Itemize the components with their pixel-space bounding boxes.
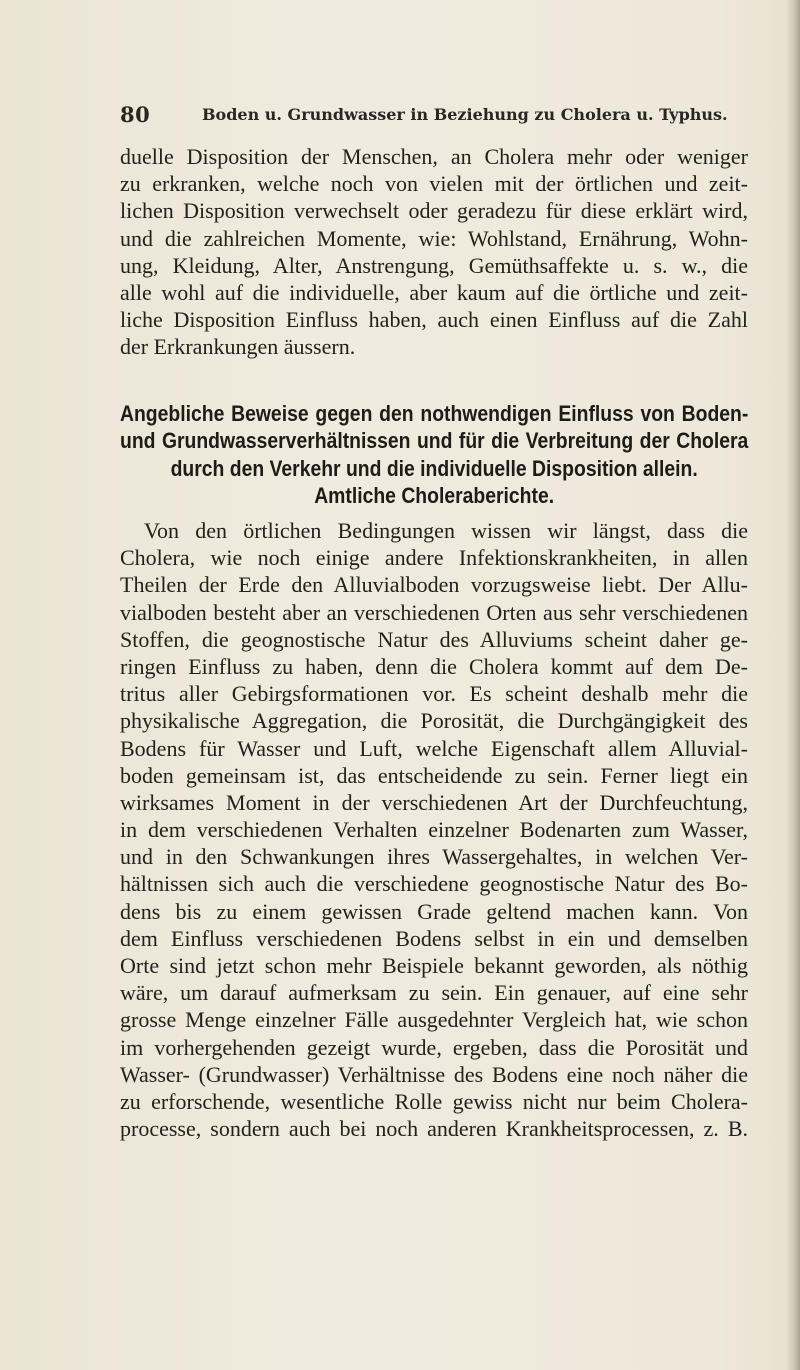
text-line: wirksames Moment in der verschiedenen Art der Durchfeuchtung, [120, 789, 748, 815]
text-line: dem Einfluss verschiedenen Bodens selbst in ein und demselben [120, 925, 748, 951]
running-head [120, 102, 740, 138]
heading-line: Angebliche Beweise gegen den nothwendigen Einfluss von Boden- [120, 401, 749, 426]
text-line: Von den örtlichen Bedingungen wissen wir längst, dass die [144, 518, 748, 543]
text-line: und in den Schwankungen ihres Wassergehaltes, in welchen Ver- [120, 844, 748, 870]
text-line: wäre, um darauf aufmerksam zu sein. Ein genauer, auf eine sehr [120, 980, 748, 1006]
text-line: ringen Einfluss zu haben, denn die Cholera kommt auf dem De- [120, 653, 748, 679]
text-line: Wasser- (Grundwasser) Verhältnisse des Bodens eine noch näher die [120, 1061, 748, 1087]
text-line: tritus aller Gebirgsformationen vor. Es scheint deshalb mehr die [120, 681, 748, 707]
section-heading [120, 400, 749, 509]
text-line: und die zahlreichen Momente, wie: Wohlstand, Ernährung, Wohn- [120, 225, 748, 251]
heading-line: und Grundwasserverhältnissen und für die Verbreitung der Cholera [120, 428, 749, 454]
text-line: zu erkranken, welche noch von vielen mit der örtlichen und zeit- [120, 171, 748, 197]
paragraph-2 [120, 517, 748, 1142]
text-line: processe, sondern auch bei noch anderen Krankheitsprocessen, z. B. [120, 1116, 748, 1142]
text-line: lichen Disposition verwechselt oder geradezu für diese erklärt wird, [120, 198, 748, 224]
text-line: dens bis zu einem gewissen Grade geltend machen kann. Von [120, 898, 748, 924]
text-line: physikalische Aggregation, die Porosität, die Durchgängigkeit des [120, 708, 748, 734]
text-line: duelle Disposition der Menschen, an Cholera mehr oder weniger [120, 144, 748, 169]
page-edge-shadow [786, 0, 800, 1370]
text-line: hältnissen sich auch die verschiedene geognostische Natur des Bo- [120, 871, 748, 897]
text-line: in dem verschiedenen Verhalten einzelner Bodenarten zum Wasser, [120, 817, 748, 843]
heading-line: durch den Verkehr und die individuelle Disposition allein. [170, 455, 698, 481]
text-line: Theilen der Erde den Alluvialboden vorzugsweise liebt. Der Allu- [120, 572, 748, 598]
text-line: grosse Menge einzelner Fälle ausgedehnter Vergleich hat, wie schon [120, 1007, 748, 1033]
running-title: Boden u. Grundwasser in Beziehung zu Cholera u. Typhus. [202, 105, 728, 124]
heading-subtitle: Amtliche Choleraberichte. [314, 482, 555, 508]
text-line: vialboden besteht aber an verschiedenen Orten aus sehr verschiedenen [120, 599, 748, 625]
text-line: zu erforschende, wesentliche Rolle gewiss nicht nur beim Cholera- [120, 1088, 748, 1114]
text-line: liche Disposition Einfluss haben, auch einen Einfluss auf die Zahl [120, 307, 748, 333]
page-number: 80 [120, 102, 151, 127]
text-line: alle wohl auf die individuelle, aber kaum auf die örtliche und zeit- [120, 279, 748, 305]
text-line: boden gemeinsam ist, das entscheidende zu sein. Ferner liegt ein [120, 762, 748, 788]
text-line: Cholera, wie noch einige andere Infektionskrankheiten, in allen [120, 545, 748, 571]
paragraph-1 [120, 143, 748, 361]
text-line: Bodens für Wasser und Luft, welche Eigenschaft allem Alluvial- [120, 735, 748, 761]
text-line: der Erkrankungen äussern. [120, 334, 356, 360]
text-line: Stoffen, die geognostische Natur des Alluviums scheint daher ge- [120, 626, 748, 652]
text-line: im vorhergehenden gezeigt wurde, ergeben, dass die Porosität und [120, 1034, 748, 1060]
text-line: Orte sind jetzt schon mehr Beispiele bekannt geworden, als nöthig [120, 953, 748, 978]
text-line: ung, Kleidung, Alter, Anstrengung, Gemüthsaffekte u. s. w., die [120, 252, 748, 278]
